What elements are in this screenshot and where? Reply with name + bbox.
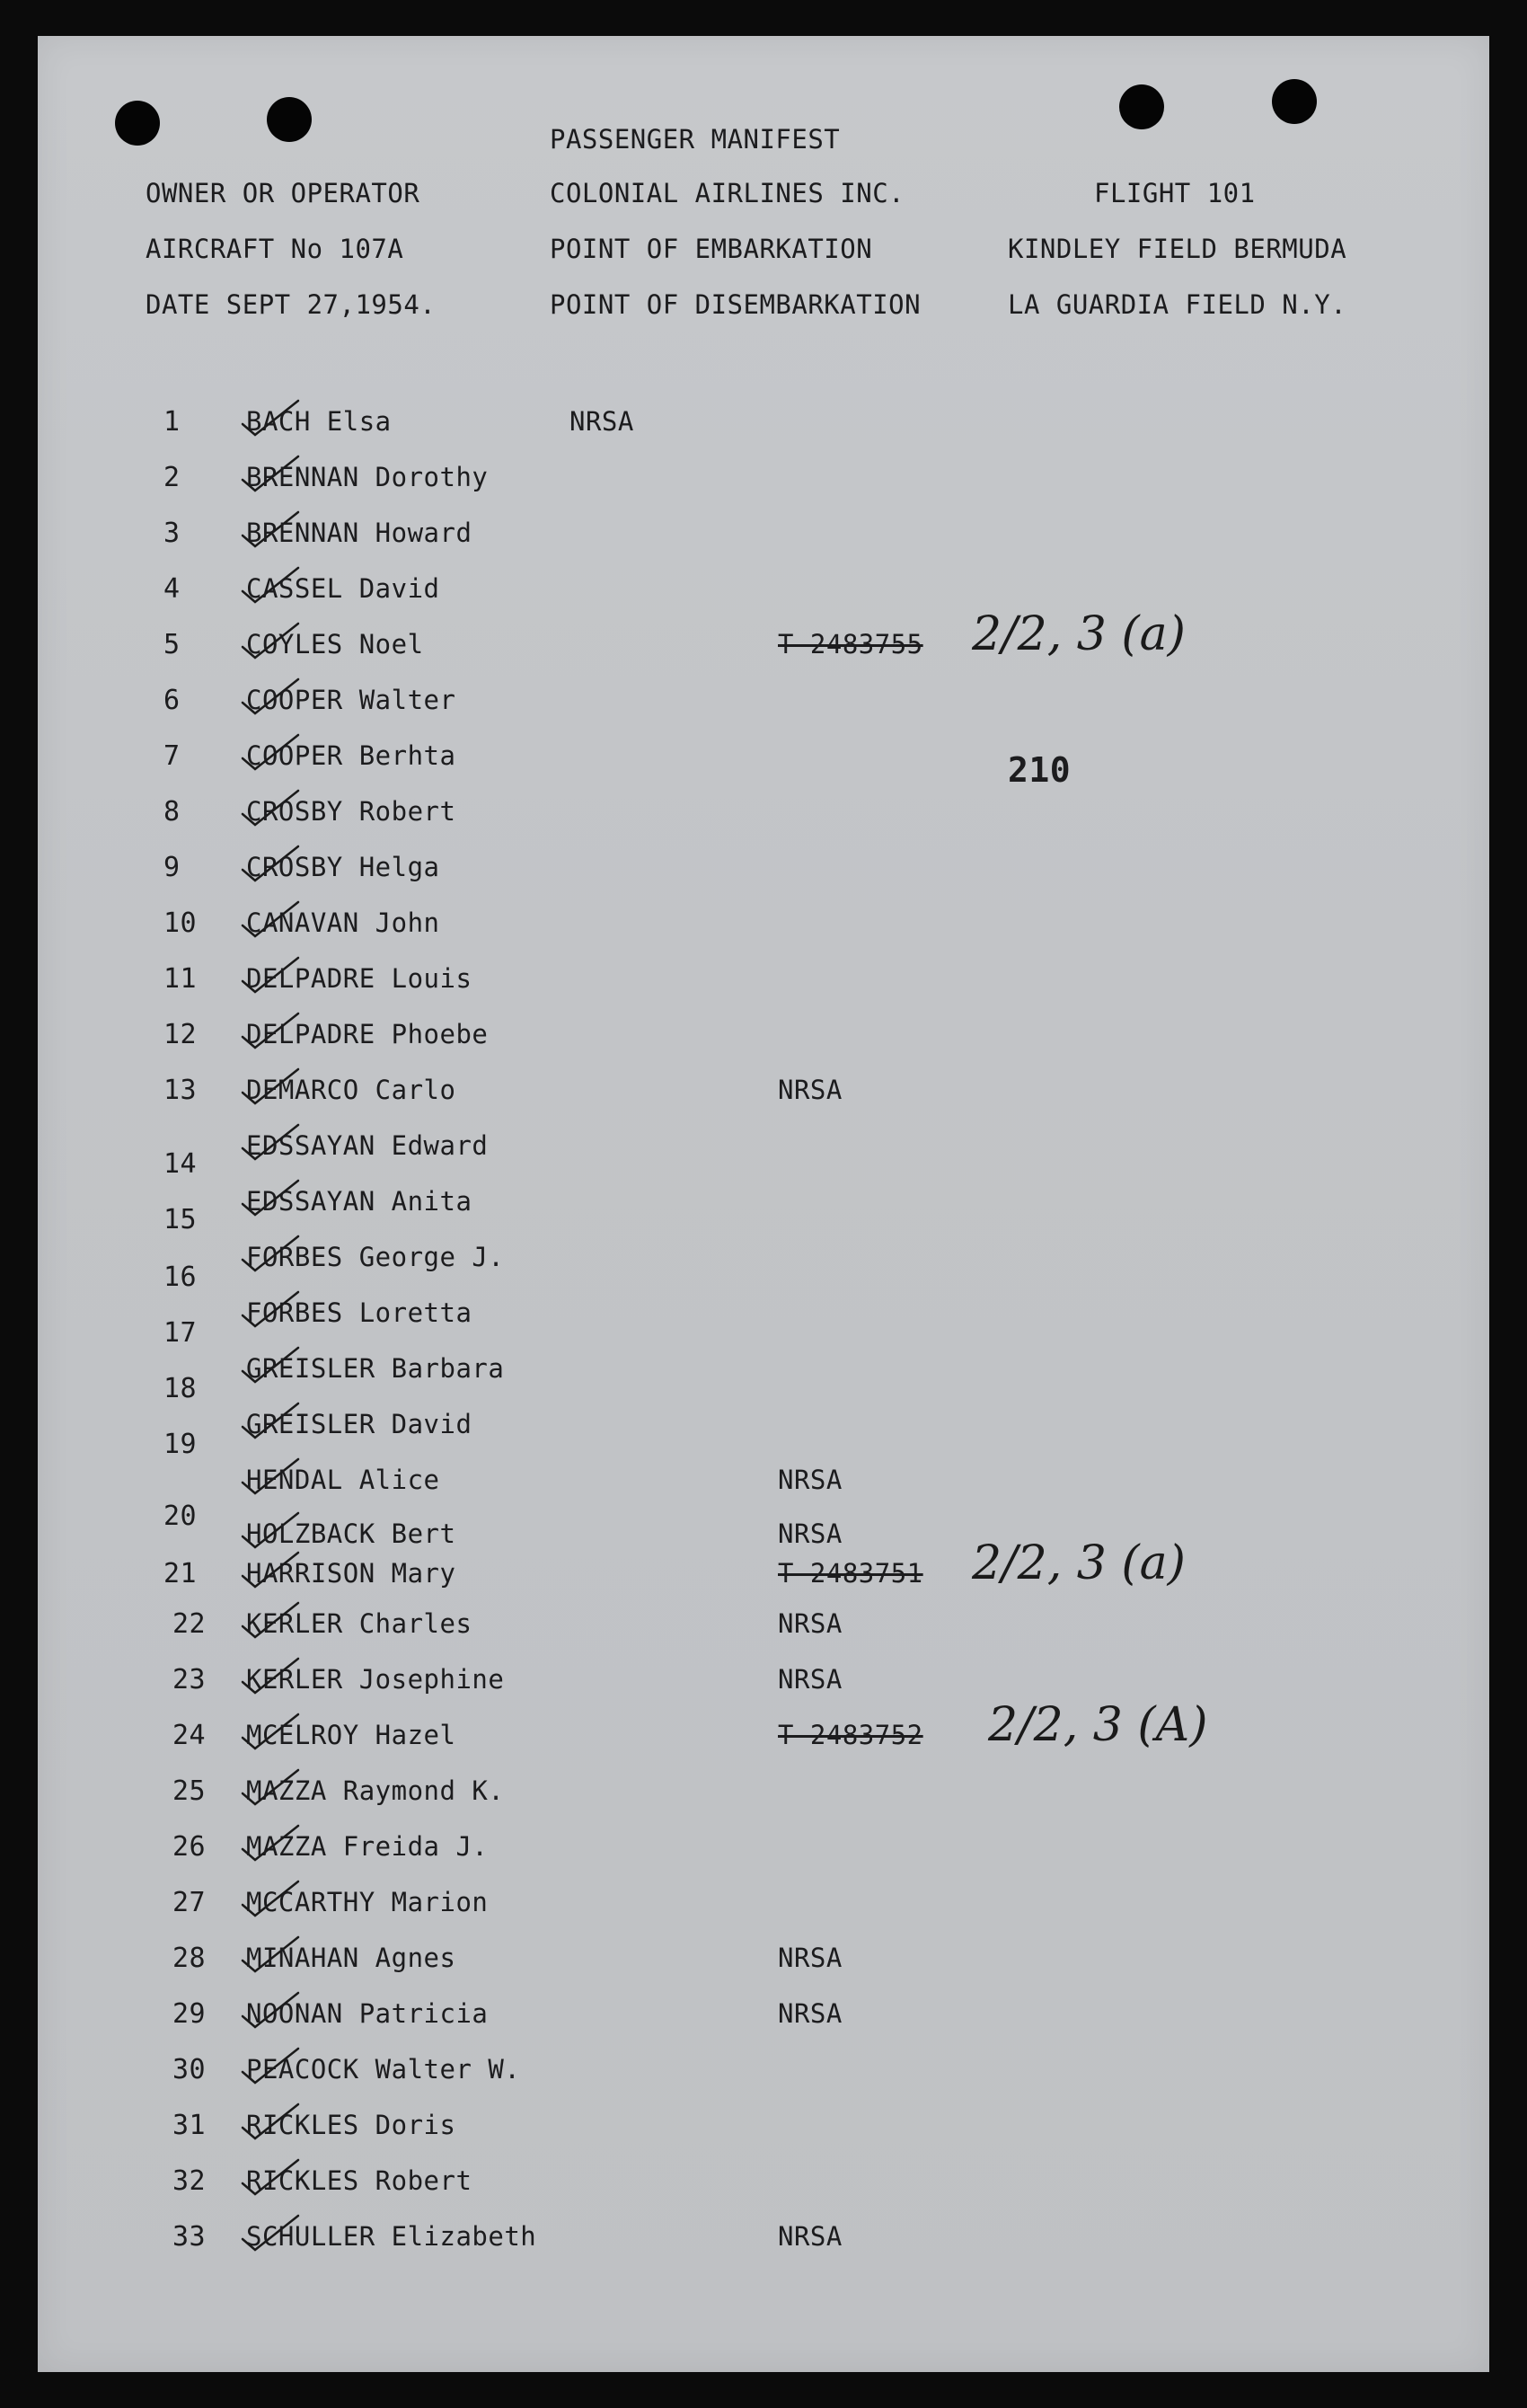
passenger-name: FORBES George J. — [246, 1242, 505, 1272]
ticket-number: T-2483755 — [778, 629, 923, 660]
handwritten-annotation: 2/2, 3 (A) — [988, 1698, 1208, 1752]
passenger-number: 27 — [172, 1887, 207, 1918]
passenger-name: BRENNAN Howard — [246, 518, 472, 548]
passenger-number: 29 — [172, 1998, 207, 2030]
disembark-label: POINT OF DISEMBARKATION — [550, 289, 922, 320]
manifest-date: DATE SEPT 27,1954. — [146, 289, 437, 320]
passenger-number: 4 — [163, 573, 181, 605]
passenger-number: 19 — [163, 1429, 198, 1460]
passenger-number: 14 — [163, 1148, 198, 1180]
passenger-number: 18 — [163, 1373, 198, 1404]
passenger-number: 32 — [172, 2165, 207, 2197]
nrsa-note: NRSA — [778, 1518, 843, 1549]
nrsa-note: NRSA — [778, 1465, 843, 1495]
passenger-number: 11 — [163, 963, 198, 995]
passenger-name: BRENNAN Dorothy — [246, 462, 489, 492]
passenger-name: DEMARCO Carlo — [246, 1075, 456, 1105]
punch-hole — [115, 101, 160, 146]
passenger-number: 22 — [172, 1608, 207, 1640]
passenger-name: MCCARTHY Marion — [246, 1887, 489, 1917]
disembark-value: LA GUARDIA FIELD N.Y. — [1008, 289, 1347, 320]
passenger-name: CANAVAN John — [246, 907, 440, 938]
passenger-number: 23 — [172, 1664, 207, 1695]
passenger-number: 1 — [163, 406, 181, 438]
nrsa-note: NRSA — [778, 2221, 843, 2252]
punch-hole — [267, 97, 312, 142]
passenger-name: NOONAN Patricia — [246, 1998, 489, 2029]
embark-label: POINT OF EMBARKATION — [550, 234, 873, 264]
passenger-name: MAZZA Raymond K. — [246, 1775, 505, 1806]
passenger-name: COYLES Noel — [246, 629, 424, 660]
passenger-number: 30 — [172, 2054, 207, 2085]
passenger-name: RICKLES Robert — [246, 2165, 472, 2196]
nrsa-note: NRSA — [778, 1664, 843, 1695]
ticket-number: T-2483752 — [778, 1720, 923, 1750]
passenger-name: GREISLER Barbara — [246, 1353, 505, 1384]
passenger-number: 26 — [172, 1831, 207, 1863]
passenger-name: MCELROY Hazel — [246, 1720, 456, 1750]
passenger-name: HENDAL Alice — [246, 1465, 440, 1495]
passenger-number: 6 — [163, 685, 181, 716]
passenger-name: CROSBY Robert — [246, 796, 456, 827]
handwritten-annotation: 2/2, 3 (a) — [972, 1536, 1186, 1590]
handwritten-annotation: 2/2, 3 (a) — [972, 607, 1186, 661]
embark-value: KINDLEY FIELD BERMUDA — [1008, 234, 1347, 264]
passenger-number: 2 — [163, 462, 181, 493]
passenger-number: 9 — [163, 852, 181, 883]
passenger-number: 3 — [163, 518, 181, 549]
passenger-name: BACH Elsa — [246, 406, 392, 437]
passenger-number: 28 — [172, 1943, 207, 1974]
nrsa-note: NRSA — [569, 406, 634, 437]
flight-number: FLIGHT 101 — [1094, 178, 1256, 208]
ticket-number: T-2483751 — [778, 1558, 923, 1589]
passenger-name: FORBES Loretta — [246, 1297, 472, 1328]
passenger-number: 16 — [163, 1262, 198, 1293]
passenger-number: 12 — [163, 1019, 198, 1050]
passenger-number: 5 — [163, 629, 181, 660]
passenger-name: SCHULLER Elizabeth — [246, 2221, 537, 2252]
passenger-number: 21 — [163, 1558, 198, 1589]
passenger-number: 13 — [163, 1075, 198, 1106]
passenger-number: 17 — [163, 1317, 198, 1349]
passenger-number: 20 — [163, 1501, 198, 1532]
aircraft-number: AIRCRAFT No 107A — [146, 234, 404, 264]
passenger-name: COOPER Berhta — [246, 740, 456, 771]
passenger-name: KERLER Josephine — [246, 1664, 505, 1695]
punch-hole — [1272, 79, 1317, 124]
passenger-number: 24 — [172, 1720, 207, 1751]
punch-hole — [1119, 84, 1164, 129]
passenger-name: KERLER Charles — [246, 1608, 472, 1639]
passenger-name: DELPADRE Phoebe — [246, 1019, 489, 1049]
passenger-name: DELPADRE Louis — [246, 963, 472, 994]
passenger-name: HARRISON Mary — [246, 1558, 456, 1589]
passenger-name: COOPER Walter — [246, 685, 456, 715]
passenger-name: CASSEL David — [246, 573, 440, 604]
passenger-name: EDSSAYAN Anita — [246, 1186, 472, 1217]
passenger-number: 33 — [172, 2221, 207, 2253]
passenger-number: 8 — [163, 796, 181, 828]
passenger-number: 10 — [163, 907, 198, 939]
manifest-page — [38, 36, 1489, 2372]
nrsa-note: NRSA — [778, 1998, 843, 2029]
owner-label: OWNER OR OPERATOR — [146, 178, 420, 208]
passenger-name: HOLZBACK Bert — [246, 1518, 456, 1549]
passenger-name: MAZZA Freida J. — [246, 1831, 489, 1862]
passenger-name: CROSBY Helga — [246, 852, 440, 882]
passenger-name: GREISLER David — [246, 1409, 472, 1439]
passenger-number: 31 — [172, 2110, 207, 2141]
passenger-name: EDSSAYAN Edward — [246, 1130, 489, 1161]
nrsa-note: NRSA — [778, 1943, 843, 1973]
owner-value: COLONIAL AIRLINES INC. — [550, 178, 905, 208]
passenger-name: RICKLES Doris — [246, 2110, 456, 2140]
manifest-title: PASSENGER MANIFEST — [550, 124, 841, 155]
passenger-number: 15 — [163, 1204, 198, 1235]
nrsa-note: NRSA — [778, 1608, 843, 1639]
nrsa-note: NRSA — [778, 1075, 843, 1105]
passenger-number: 7 — [163, 740, 181, 772]
passenger-name: MINAHAN Agnes — [246, 1943, 456, 1973]
passenger-name: PEACOCK Walter W. — [246, 2054, 521, 2085]
passenger-number: 25 — [172, 1775, 207, 1807]
stamp-number: 210 — [1008, 750, 1072, 790]
